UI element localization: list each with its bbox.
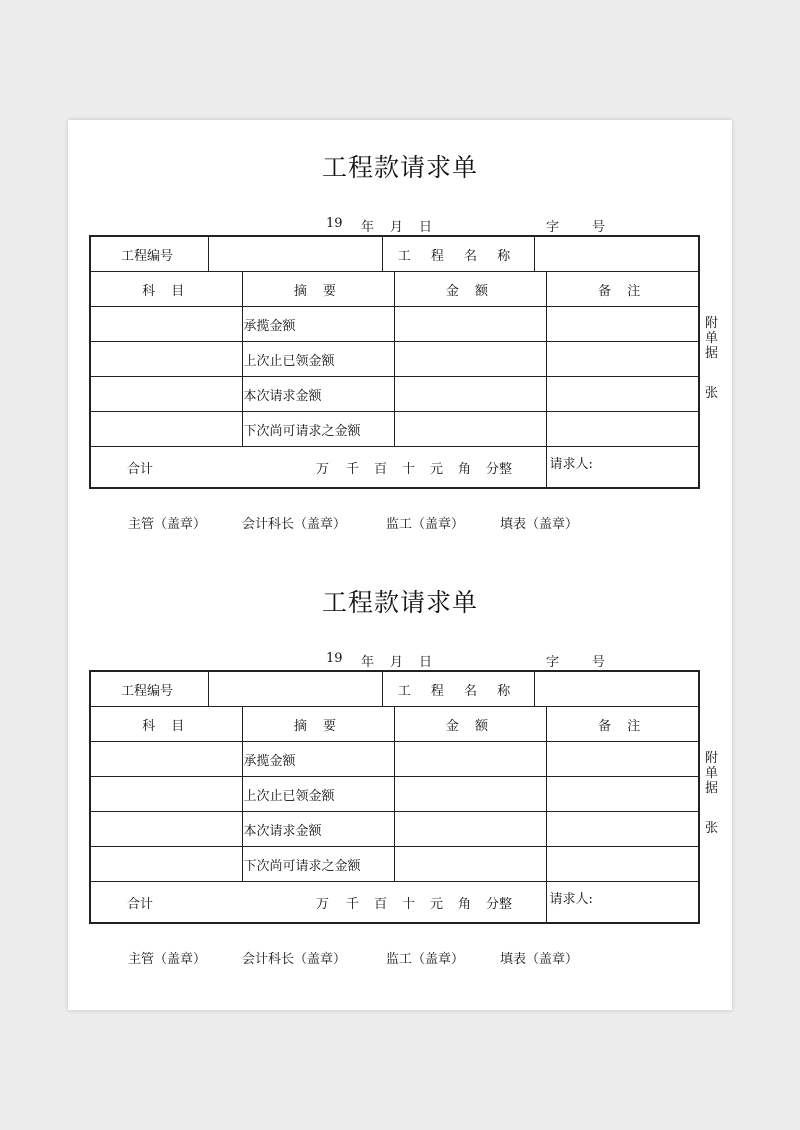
serial-zi: 字 (546, 655, 560, 670)
project-name-field[interactable] (534, 671, 699, 707)
signature-preparer: 填表（盖章） (500, 952, 579, 967)
remark-cell[interactable] (546, 377, 699, 412)
unit-qian: 千 (346, 461, 360, 477)
amount-cell[interactable] (394, 342, 546, 377)
col-remark: 备 注 (546, 272, 699, 307)
subject-cell[interactable] (90, 412, 242, 447)
subject-cell[interactable] (90, 377, 242, 412)
amount-cell[interactable] (394, 412, 546, 447)
amount-cell[interactable] (394, 847, 546, 882)
item-label: 本次请求金额 (242, 812, 394, 847)
subject-cell[interactable] (90, 307, 242, 342)
date-nian: 年 (361, 655, 375, 670)
signature-accounting-chief: 会计科长（盖章） (242, 517, 347, 532)
unit-bai: 百 (374, 896, 388, 912)
document-page (68, 120, 732, 1010)
unit-fen: 分整 (486, 896, 513, 912)
date-month: 月 (390, 655, 404, 670)
serial-hao: 号 (592, 655, 606, 670)
signature-foreman: 监工（盖章） (386, 952, 465, 967)
unit-wan: 万 (316, 461, 330, 477)
signature-accounting-chief: 会计科长（盖章） (242, 952, 347, 967)
project-no-field[interactable] (208, 236, 382, 272)
date-month: 月 (390, 220, 404, 235)
attachment-label: 附单据 (705, 316, 719, 361)
signature-preparer: 填表（盖章） (500, 517, 579, 532)
serial-zi: 字 (546, 220, 560, 235)
signature-supervisor: 主管（盖章） (128, 952, 207, 967)
item-label: 上次止已领金额 (242, 342, 394, 377)
subject-cell[interactable] (90, 847, 242, 882)
requester-label[interactable]: 请求人: (546, 882, 699, 924)
total-label: 合计 (127, 461, 154, 477)
item-label: 承揽金额 (242, 742, 394, 777)
unit-bai: 百 (374, 461, 388, 477)
subject-cell[interactable] (90, 742, 242, 777)
project-no-label: 工程编号 (90, 236, 208, 272)
subject-cell[interactable] (90, 777, 242, 812)
signature-supervisor: 主管（盖章） (128, 517, 207, 532)
form-title: 工程款请求单 (321, 588, 478, 617)
remark-cell[interactable] (546, 812, 699, 847)
col-amount: 金 额 (394, 707, 546, 742)
request-form-2 (68, 555, 732, 975)
subject-cell[interactable] (90, 342, 242, 377)
form-title: 工程款请求单 (321, 153, 478, 182)
amount-cell[interactable] (394, 777, 546, 812)
unit-jiao: 角 (458, 896, 472, 912)
date-day: 日 (419, 655, 433, 670)
request-form-1 (68, 120, 732, 540)
date-year: 19 (326, 216, 343, 231)
request-table (89, 670, 700, 924)
unit-fen: 分整 (486, 461, 513, 477)
unit-qian: 千 (346, 896, 360, 912)
remark-cell[interactable] (546, 307, 699, 342)
request-table (89, 235, 700, 489)
col-subject: 科 目 (90, 272, 242, 307)
project-name-label: 工 程 名 称 (382, 671, 534, 707)
total-row[interactable] (90, 447, 546, 489)
remark-cell[interactable] (546, 777, 699, 812)
serial-hao: 号 (592, 220, 606, 235)
remark-cell[interactable] (546, 847, 699, 882)
unit-jiao: 角 (458, 461, 472, 477)
remark-cell[interactable] (546, 342, 699, 377)
project-name-label: 工 程 名 称 (382, 236, 534, 272)
attachment-count-label: 张 (705, 821, 719, 836)
amount-cell[interactable] (394, 377, 546, 412)
amount-cell[interactable] (394, 812, 546, 847)
remark-cell[interactable] (546, 742, 699, 777)
unit-shi: 十 (402, 896, 416, 912)
requester-label[interactable]: 请求人: (546, 447, 699, 489)
subject-cell[interactable] (90, 812, 242, 847)
attachment-label: 附单据 (705, 751, 719, 796)
col-amount: 金 额 (394, 272, 546, 307)
remark-cell[interactable] (546, 412, 699, 447)
col-subject: 科 目 (90, 707, 242, 742)
unit-shi: 十 (402, 461, 416, 477)
project-name-field[interactable] (534, 236, 699, 272)
unit-yuan: 元 (430, 461, 444, 477)
total-row[interactable] (90, 882, 546, 924)
project-no-field[interactable] (208, 671, 382, 707)
col-summary: 摘 要 (242, 707, 394, 742)
date-year: 19 (326, 651, 343, 666)
amount-cell[interactable] (394, 307, 546, 342)
item-label: 上次止已领金额 (242, 777, 394, 812)
date-nian: 年 (361, 220, 375, 235)
item-label: 承揽金额 (242, 307, 394, 342)
date-day: 日 (419, 220, 433, 235)
item-label: 下次尚可请求之金额 (242, 412, 394, 447)
project-no-label: 工程编号 (90, 671, 208, 707)
total-label: 合计 (127, 896, 154, 912)
amount-cell[interactable] (394, 742, 546, 777)
item-label: 下次尚可请求之金额 (242, 847, 394, 882)
unit-yuan: 元 (430, 896, 444, 912)
col-summary: 摘 要 (242, 272, 394, 307)
unit-wan: 万 (316, 896, 330, 912)
item-label: 本次请求金额 (242, 377, 394, 412)
col-remark: 备 注 (546, 707, 699, 742)
signature-foreman: 监工（盖章） (386, 517, 465, 532)
attachment-count-label: 张 (705, 386, 719, 401)
